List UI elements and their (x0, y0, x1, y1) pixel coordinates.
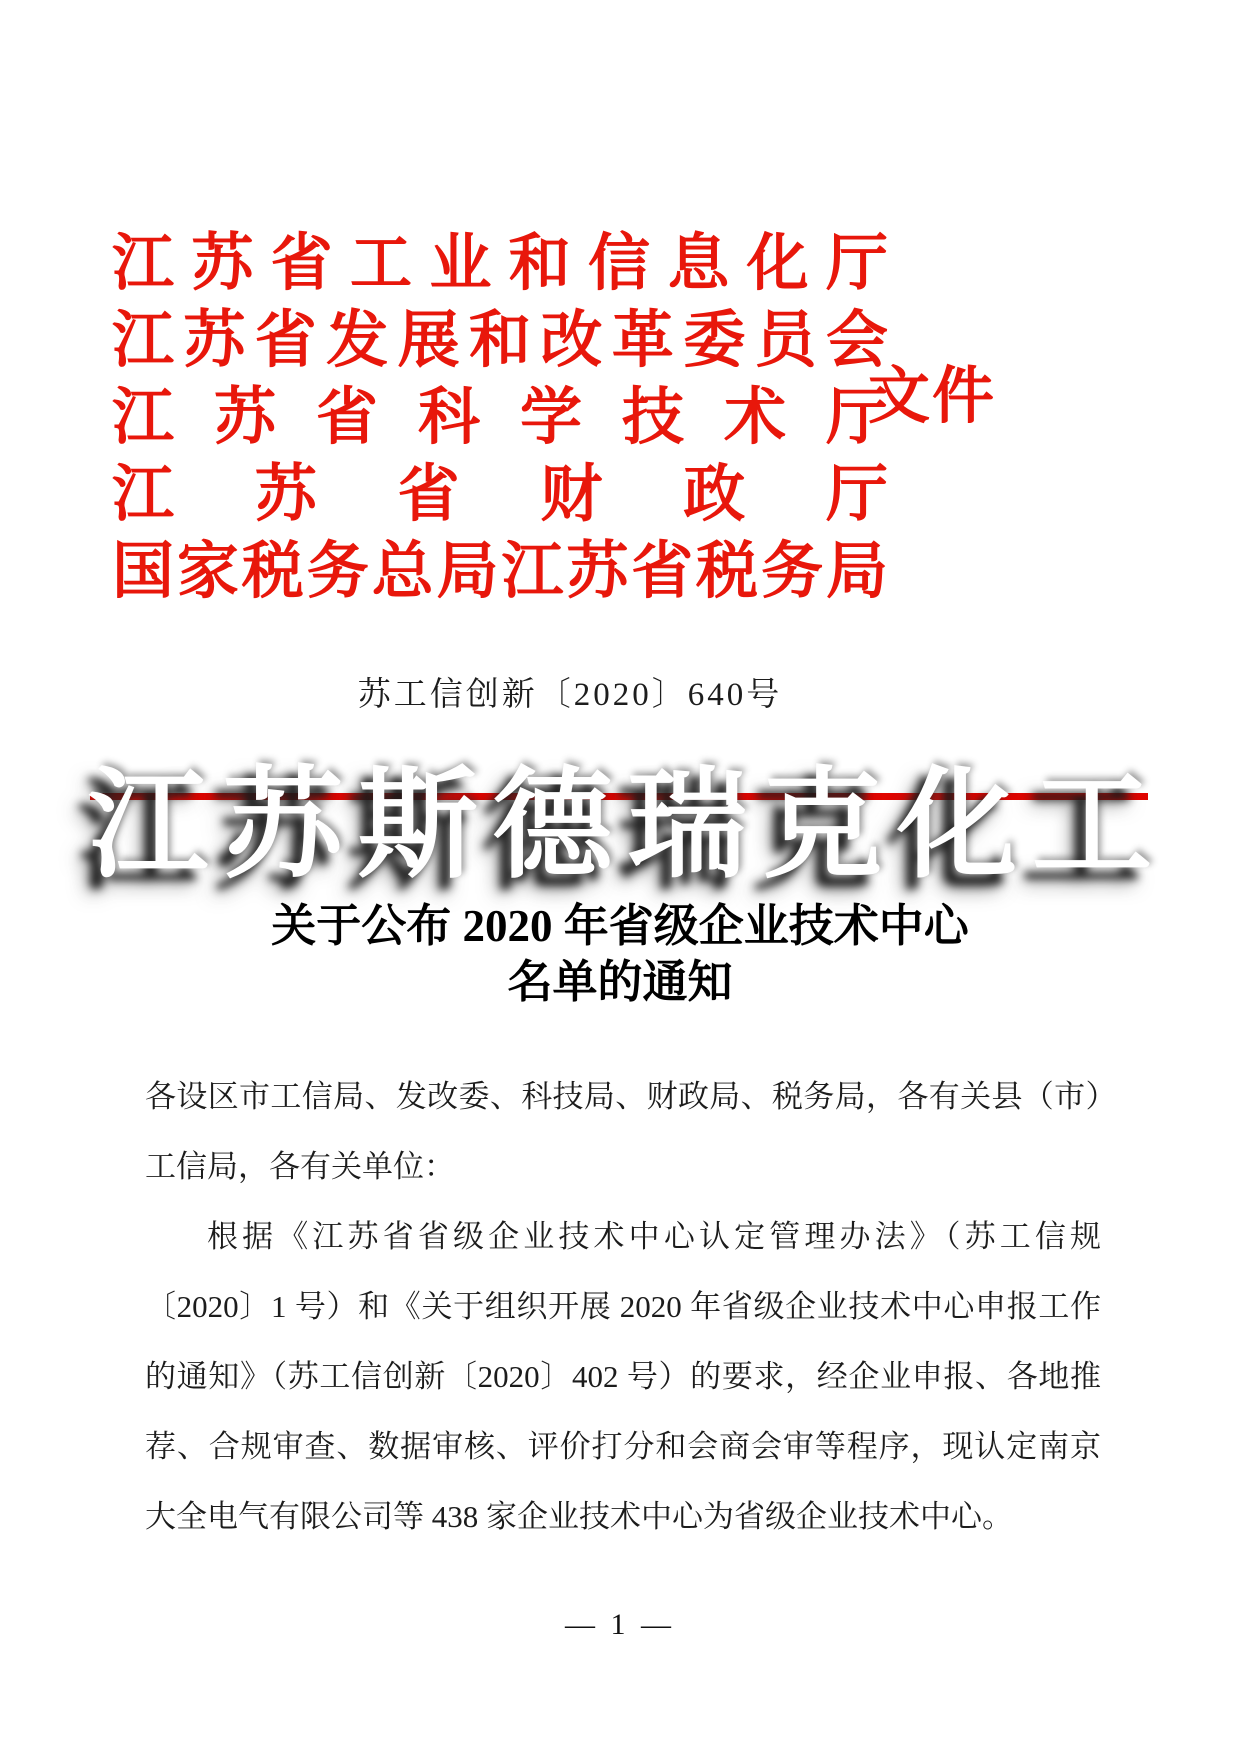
body-paragraph-salutation: 各设区市工信局、发改委、科技局、财政局、税务局，各有关县（市）工信局，各有关单位： (145, 1079, 1101, 1184)
page-number: — 1 — (565, 1608, 675, 1641)
agency-line-2: 江苏省发展和改革委员会 (112, 307, 888, 375)
document-reference-number: 苏工信创新〔2020〕640号 (357, 677, 783, 713)
company-watermark: 江苏斯德瑞克化工 (88, 756, 1152, 895)
body-paragraph-main: 根据《江苏省省级企业技术中心认定管理办法》（苏工信规〔2020〕1 号）和《关于组织开展 2020 年省级企业技术中心申报工作的通知》（苏工信创新〔2020〕402 号）的要求，经企业申报、各地推荐、合规审查、数据审核、评价打分和会商会审等程序，现认定南京大全电气有限公司等 438 家企业技术中心为省级企业技术中心。 (145, 1219, 1101, 1534)
agency-line-4: 江苏省财政厅 (112, 461, 888, 529)
document-title (120, 898, 1120, 1010)
document-title-line-1: 关于公布 2020 年省级企业技术中心 (271, 901, 969, 951)
letterhead-document-word: 文件 (868, 363, 997, 431)
letterhead-agency-block (112, 226, 888, 611)
agency-line-3: 江苏省科学技术厅 (112, 384, 888, 452)
agency-line-1: 江苏省工业和信息化厅 (112, 230, 888, 298)
document-title-line-2: 名单的通知 (507, 957, 733, 1007)
agency-line-5: 国家税务总局江苏省税务局 (112, 538, 888, 606)
document-body (145, 1062, 1101, 1552)
